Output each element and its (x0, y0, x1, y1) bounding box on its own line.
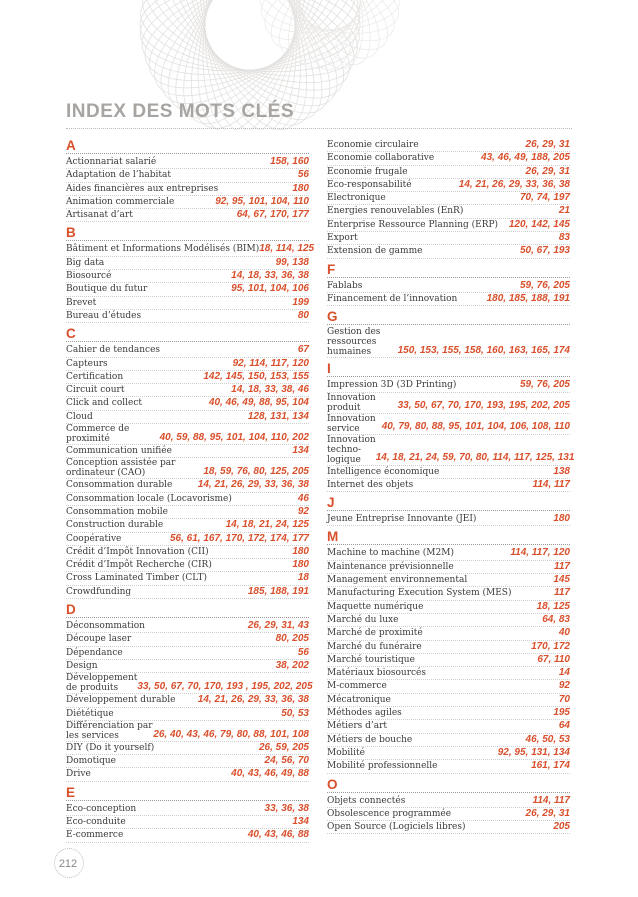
index-page-refs: 114, 117 (532, 478, 570, 490)
index-page-refs: 117 (554, 587, 570, 599)
index-term: Mécatronique (327, 694, 391, 705)
index-section (66, 225, 315, 323)
index-entry (66, 768, 309, 781)
index-page-refs: 83 (558, 232, 570, 244)
index-section (327, 361, 575, 492)
index-page-refs: 199 (292, 296, 309, 308)
index-section (66, 602, 313, 782)
index-term: Energies renouvelables (EnR) (327, 206, 464, 217)
index-entry (327, 627, 570, 640)
index-term: Bâtiment et Informations Modélisés (BIM) (66, 244, 260, 255)
index-page-refs: 56, 61, 167, 170, 172, 174, 177 (169, 532, 309, 544)
index-page-refs: 14, 18, 21, 24, 59, 70, 80, 114, 117, 125, 131 (375, 452, 575, 464)
index-entry (66, 243, 315, 256)
index-entry (327, 680, 570, 693)
index-entry (327, 466, 570, 479)
index-entry (327, 760, 570, 773)
index-page-refs: 14, 18, 33, 36, 38 (231, 270, 309, 282)
index-term: Export (327, 233, 358, 244)
index-entry (327, 694, 570, 707)
index-term: Maintenance prévisionnelle (327, 561, 454, 572)
index-page-refs: 180 (553, 513, 570, 525)
index-page-refs: 26, 29, 31 (525, 139, 570, 150)
index-term: Objets connectés (327, 795, 406, 806)
index-page-refs: 26, 59, 205 (258, 741, 309, 753)
index-term: Consommation locale (Locavorisme) (66, 493, 232, 504)
index-page-refs: 14, 21, 26, 29, 33, 36, 38 (458, 178, 570, 190)
index-entry (327, 152, 570, 165)
index-page-refs: 180 (292, 182, 309, 194)
index-page-refs: 14 (558, 667, 570, 679)
index-entry (66, 533, 309, 546)
index-entry (327, 219, 570, 232)
index-entry (327, 280, 570, 293)
index-entry (327, 434, 575, 466)
index-entry (327, 166, 570, 179)
index-term: Economie collaborative (327, 153, 435, 164)
index-term: Mobilité (327, 747, 365, 758)
index-page-refs: 40, 46, 49, 88, 95, 104 (208, 397, 309, 409)
index-entry (66, 721, 309, 742)
index-page-refs: 114, 117, 120 (510, 547, 570, 559)
index-term: Dépendance (66, 647, 123, 658)
index-term: Méthodes agiles (327, 708, 402, 719)
index-entry (327, 192, 570, 205)
index-term: Développement de produits (66, 673, 138, 694)
index-entry (66, 493, 309, 506)
index-term: Cahier de tendances (66, 345, 161, 356)
index-entry (66, 397, 309, 410)
index-term: Brevet (66, 297, 97, 308)
index-entry (327, 707, 570, 720)
index-entry (66, 344, 309, 357)
index-page-refs: 50, 67, 193 (519, 245, 570, 257)
index-entry (66, 257, 309, 270)
index-entry (327, 561, 570, 574)
index-term: Circuit court (66, 385, 125, 396)
index-entry (327, 327, 570, 358)
index-term: Extension de gamme (327, 246, 423, 257)
index-page-refs: 46, 50, 53 (525, 733, 570, 745)
index-page-refs: 80 (297, 309, 309, 321)
index-page-refs: 150, 153, 155, 158, 160, 163, 165, 174 (397, 344, 570, 356)
index-term: DIY (Do it yourself) (66, 742, 155, 753)
index-page-refs: 180 (292, 545, 309, 557)
index-section (327, 496, 570, 526)
index-page-refs: 26, 29, 31 (525, 165, 570, 177)
index-term: Coopérative (66, 533, 122, 544)
index-entry (327, 293, 570, 306)
index-term: Internet des objets (327, 479, 414, 490)
index-page-refs: 59, 76, 205 (519, 279, 570, 291)
index-term: M-commerce (327, 681, 387, 692)
index-term: Marché touristique (327, 654, 415, 665)
index-term: Animation commerciale (66, 196, 175, 207)
index-entry (66, 519, 309, 532)
index-entry (327, 734, 570, 747)
page-title: INDEX DES MOTS CLÉS (66, 101, 295, 122)
index-entry (66, 411, 309, 424)
index-term: Maquette numérique (327, 601, 424, 612)
index-term: Artisanat d’art (66, 210, 133, 221)
index-entry (66, 755, 309, 768)
index-entry (66, 647, 309, 660)
index-entry (66, 633, 309, 646)
index-term: Mobilité professionnelle (327, 761, 438, 772)
index-page-refs: 138 (553, 465, 570, 477)
index-page-refs: 128, 131, 134 (247, 410, 309, 422)
index-page-refs: 14, 18, 21, 24, 125 (225, 519, 309, 531)
index-page-refs: 67 (297, 344, 309, 356)
section-letter: E (66, 786, 309, 801)
index-entry (327, 547, 570, 560)
index-entry (327, 587, 570, 600)
index-section (327, 139, 570, 259)
index-page-refs: 26, 29, 31 (525, 807, 570, 819)
index-term: Marché de proximité (327, 628, 423, 639)
index-page-refs: 18 (297, 572, 309, 584)
index-term: Impression 3D (3D Printing) (327, 380, 457, 391)
index-term: Marché du funéraire (327, 641, 422, 652)
index-page-refs: 180, 185, 188, 191 (486, 292, 570, 304)
index-page-refs: 161, 174 (531, 760, 570, 772)
section-letter: F (327, 263, 570, 278)
index-entry (327, 795, 570, 808)
index-term: Construction durable (66, 520, 164, 531)
index-page-refs: 92 (297, 505, 309, 517)
index-term: Métiers de bouche (327, 734, 413, 745)
index-page-refs: 18, 114, 125 (259, 243, 315, 255)
index-term: Fablabs (327, 280, 363, 291)
index-term: Innovation service (327, 413, 376, 434)
index-entry (327, 393, 570, 414)
index-page-refs: 195 (553, 707, 570, 719)
index-term: Design (66, 660, 98, 671)
index-term: Drive (66, 769, 91, 780)
index-term: Certification (66, 371, 124, 382)
index-entry (66, 358, 309, 371)
title-divider (66, 128, 572, 129)
index-page-refs: 95, 101, 104, 106 (231, 283, 309, 295)
index-entry (327, 232, 570, 245)
index-entry (66, 310, 309, 323)
section-letter: G (327, 310, 570, 325)
index-entry (66, 559, 309, 572)
index-page-refs: 142, 145, 150, 153, 155 (203, 370, 309, 382)
index-section (66, 786, 309, 843)
index-page-refs: 180 (292, 559, 309, 571)
index-page-refs: 43, 46, 49, 188, 205 (481, 152, 570, 164)
index-column-left (66, 138, 315, 847)
index-page-refs: 40 (558, 627, 570, 639)
index-entry (327, 574, 570, 587)
index-page-refs: 33, 50, 67, 70, 170, 193 , 195, 202, 205 (137, 680, 313, 692)
index-term: Cross Laminated Timber (CLT) (66, 573, 208, 584)
index-term: Financement de l’innovation (327, 293, 458, 304)
index-page-refs: 40, 43, 46, 88 (247, 829, 309, 841)
index-page-refs: 92, 114, 117, 120 (232, 357, 309, 369)
index-entry (327, 414, 570, 435)
index-entry (327, 641, 570, 654)
index-page-refs: 59, 76, 205 (519, 379, 570, 391)
index-entry (66, 371, 309, 384)
index-page-refs: 205 (553, 821, 570, 833)
index-page-refs: 117 (554, 560, 570, 572)
section-letter: B (66, 226, 309, 241)
index-term: Crédit d’Impôt Innovation (CII) (66, 546, 209, 557)
index-entry (66, 458, 309, 479)
page-number: 212 (50, 852, 86, 876)
index-term: Biosourcé (66, 271, 112, 282)
index-term: Management environnemental (327, 575, 468, 586)
index-entry (66, 196, 309, 209)
index-term: Conception assistée par ordinateur (CAO) (66, 458, 176, 479)
index-entry (66, 586, 309, 599)
index-page-refs: 14, 18, 33, 38, 46 (231, 384, 309, 396)
index-term: Economie circulaire (327, 140, 419, 150)
index-page-refs: 185, 188, 191 (247, 585, 309, 597)
index-term: Métiers d’art (327, 721, 388, 732)
index-term: Cloud (66, 411, 93, 422)
index-entry (66, 384, 309, 397)
index-page-refs: 14, 21, 26, 29, 33, 36, 38 (197, 694, 309, 706)
index-entry (327, 720, 570, 733)
index-entry (327, 379, 570, 392)
index-page-refs: 64 (558, 720, 570, 732)
index-term: Adaptation de l’habitat (66, 170, 172, 181)
index-term: Découpe laser (66, 634, 132, 645)
index-term: Click and collect (66, 398, 142, 409)
index-section (327, 263, 570, 307)
index-entry (66, 209, 309, 222)
index-page-refs: 40, 59, 88, 95, 101, 104, 110, 202 (159, 431, 309, 443)
index-page-refs: 21 (558, 205, 570, 217)
index-page-refs: 18, 59, 76, 80, 125, 205 (203, 466, 309, 478)
index-term: Open Source (Logiciels libres) (327, 822, 466, 833)
index-term: E-commerce (66, 830, 124, 841)
section-letter: D (66, 603, 309, 618)
index-term: Actionnariat salarié (66, 157, 157, 167)
index-term: Economie frugale (327, 166, 408, 177)
index-entry (66, 424, 309, 445)
index-page-refs: 134 (292, 445, 309, 457)
index-entry (66, 816, 309, 829)
index-section (327, 778, 570, 835)
index-entry (327, 821, 570, 834)
index-term: Eco-conduite (66, 816, 126, 827)
index-term: Gestion des ressources humaines (327, 327, 381, 358)
index-page-refs: 33, 50, 67, 70, 170, 193, 195, 202, 205 (397, 400, 570, 412)
index-term: Machine to machine (M2M) (327, 548, 454, 559)
index-entry (66, 270, 309, 283)
index-page-refs: 80, 205 (275, 633, 309, 645)
index-page-refs: 92, 95, 101, 104, 110 (215, 195, 309, 207)
index-page-refs: 120, 142, 145 (508, 218, 570, 230)
index-page-refs: 40, 43, 46, 49, 88 (231, 768, 309, 780)
index-term: Déconsommation (66, 621, 145, 632)
index-entry (66, 829, 309, 842)
index-entry (66, 156, 309, 169)
index-entry (66, 660, 309, 673)
index-term: Manufacturing Execution System (MES) (327, 588, 512, 599)
section-letter: I (327, 362, 570, 377)
index-term: Consommation durable (66, 480, 173, 491)
index-page-refs: 158, 160 (270, 156, 309, 167)
index-page-refs: 67, 110 (537, 653, 570, 665)
index-page-refs: 92 (558, 680, 570, 692)
index-page-refs: 56 (297, 646, 309, 658)
index-page-refs: 170, 172 (531, 640, 570, 652)
index-term: Intelligence économique (327, 466, 440, 477)
index-entry (66, 169, 309, 182)
index-entry (327, 139, 570, 152)
index-term: Développement durable (66, 695, 176, 706)
index-entry (66, 803, 309, 816)
index-term: Electronique (327, 193, 386, 204)
index-page-refs: 26, 40, 43, 46, 79, 80, 88, 101, 108 (153, 728, 309, 740)
index-page-refs: 40, 79, 80, 88, 95, 101, 104, 106, 108, 110 (381, 421, 570, 433)
index-term: Bureau d’études (66, 310, 142, 321)
index-entry (66, 479, 309, 492)
index-section (66, 327, 309, 599)
index-entry (66, 445, 309, 458)
index-entry (327, 179, 570, 192)
section-letter: A (66, 139, 309, 154)
index-entry (66, 183, 309, 196)
index-page-refs: 38, 202 (275, 659, 309, 671)
index-term: Boutique du futur (66, 284, 148, 295)
index-page-refs: 134 (292, 815, 309, 827)
section-letter: J (327, 496, 570, 511)
index-entry (327, 614, 570, 627)
index-term: Commerce de proximité (66, 424, 130, 445)
index-page-refs: 18, 125 (536, 600, 570, 612)
index-page-refs: 64, 67, 170, 177 (236, 209, 309, 221)
index-entry (66, 297, 309, 310)
index-page-refs: 70 (558, 693, 570, 705)
index-entry (66, 694, 309, 707)
index-entry (327, 479, 570, 492)
index-term: Diététique (66, 708, 114, 719)
index-page-refs: 56 (297, 169, 309, 181)
index-entry (327, 667, 570, 680)
index-term: Enterprise Ressource Planning (ERP) (327, 219, 499, 230)
index-term: Innovation techno-logique (327, 434, 376, 465)
index-term: Crowdfunding (66, 586, 132, 597)
index-page-refs: 26, 29, 31, 43 (247, 620, 309, 632)
index-entry (327, 654, 570, 667)
index-section (66, 139, 309, 222)
index-page-refs: 24, 56, 70 (264, 755, 309, 767)
index-term: Marché du luxe (327, 614, 399, 625)
index-term: Eco-responsabilité (327, 179, 412, 190)
index-page-refs: 145 (553, 574, 570, 586)
index-entry (327, 205, 570, 218)
index-entry (327, 245, 570, 258)
index-entry (327, 808, 570, 821)
index-entry (327, 747, 570, 760)
index-page-refs: 92, 95, 131, 134 (497, 746, 570, 758)
index-entry (66, 506, 309, 519)
section-letter: M (327, 530, 570, 545)
index-term: Crédit d’Impôt Recherche (CIR) (66, 560, 212, 571)
index-entry (327, 513, 570, 526)
index-term: Innovation produit (327, 392, 376, 413)
index-term: Matériaux biosourcés (327, 668, 426, 679)
index-entry (327, 601, 570, 614)
index-page-refs: 114, 117 (532, 794, 570, 806)
index-section (327, 310, 570, 358)
index-entry (66, 708, 309, 721)
index-page-refs: 70, 74, 197 (519, 192, 570, 204)
index-page-refs: 50, 53 (281, 707, 309, 719)
index-entry (66, 620, 309, 633)
index-term: Big data (66, 257, 105, 268)
index-term: Capteurs (66, 358, 108, 369)
index-page-refs: 64, 83 (542, 613, 570, 625)
index-entry (66, 283, 309, 296)
index-entry (66, 742, 309, 755)
index-term: Aides financières aux entreprises (66, 183, 219, 194)
index-entry (66, 546, 309, 559)
section-letter: C (66, 327, 309, 342)
index-page-refs: 99, 138 (275, 256, 309, 268)
section-letter: O (327, 778, 570, 793)
index-entry (66, 572, 309, 585)
index-term: Jeune Entreprise Innovante (JEI) (327, 514, 477, 525)
index-section (327, 530, 570, 773)
index-page-refs: 46 (297, 492, 309, 504)
index-term: Eco-conception (66, 803, 137, 814)
index-term: Communication unifiée (66, 446, 172, 457)
index-entry (66, 673, 313, 694)
index-term: Consommation mobile (66, 506, 168, 517)
index-column-right (327, 139, 575, 838)
index-page-refs: 33, 36, 38 (264, 802, 309, 814)
index-term: Domotique (66, 756, 116, 767)
index-term: Différenciation par les services (66, 720, 153, 741)
index-term: Obsolescence programmée (327, 808, 452, 819)
index-page-refs: 14, 21, 26, 29, 33, 36, 38 (197, 479, 309, 491)
